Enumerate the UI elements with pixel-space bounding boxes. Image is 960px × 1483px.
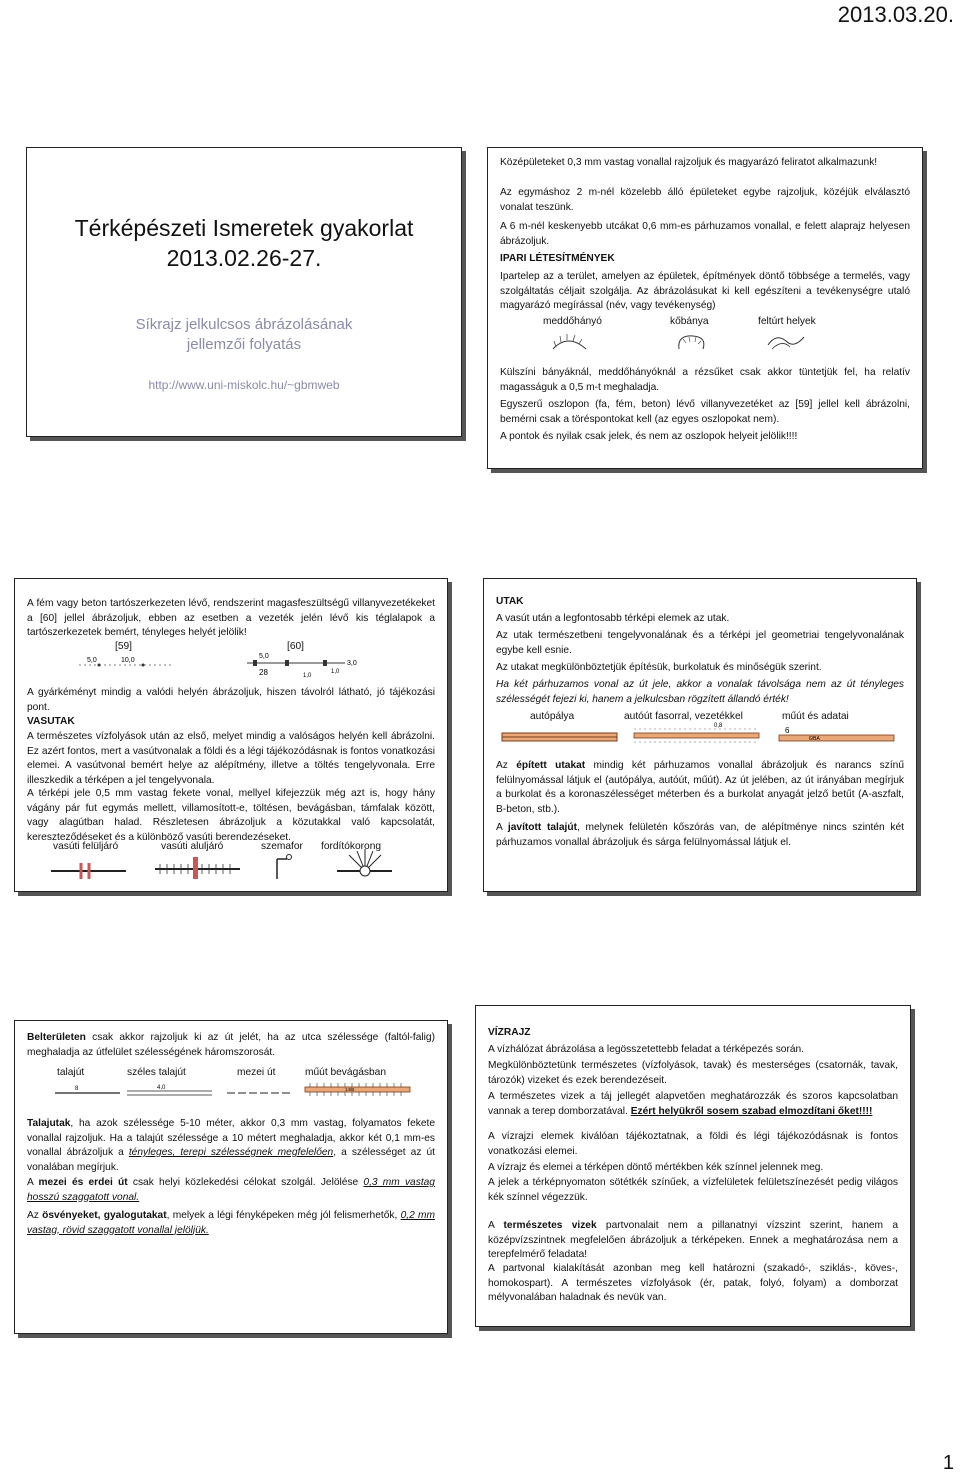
text-fragment: , ha azok szélessége 5-10 méter, akkor 0,3 mm vastag, folyamatos fekete vonallal rajzoljuk. Ha a talajút szélessége a 10 métert meghaladja, akkor két 0,1 mm-es vonallal ábrázoljuk a (27, 1118, 435, 1158)
symbol-label: széles talajút (127, 1067, 186, 1078)
text-fragment: természetes vizek (503, 1220, 597, 1231)
paragraph: Külszíni bányáknál, meddőhányóknál a rézsűket csak akkor tüntetjük fel, ha relatív magasságuk a 0,5 m-t meghaladja. (500, 367, 910, 393)
text-fragment: Talajutak (27, 1118, 71, 1129)
power-line-59-symbol (77, 653, 177, 671)
slide-roads (483, 578, 917, 892)
symbol-value: 1,0 (331, 669, 340, 675)
text-fragment: partvonalait nem a pillanatnyi vízszint szerint, hanem a középvízszintnek megfelelően ábrázoljuk a térképeken. Ennek a meghatározása nem a terepfelmérő feladata! (488, 1220, 898, 1260)
slide-buildings-industrial (487, 147, 923, 469)
text-fragment: A (496, 822, 508, 833)
paragraph: A 6 m-nél keskenyebb utcákat 0,6 mm-es párhuzamos vonallal, e felett alaprajz helyesen ábrázoljuk. (500, 221, 910, 247)
text-fragment: csak akkor rajzoljuk ki az út jelét, ha az utca szélessége (faltól-falig) meghaladja az útfelület szélességének háromszorosát. (27, 1032, 435, 1058)
text-fragment: tényleges, terepi szélességnek megfelelően (128, 1147, 334, 1158)
paragraph: A vízrajzi elemek kiválóan tájékoztatnak, a földi és légi tájékozódásnak is fontos vonatkozási elemei. (488, 1131, 898, 1157)
text-fragment: mezei és erdei út (38, 1177, 128, 1188)
expressway-symbol (634, 721, 764, 747)
paragraph: Megkülönböztetünk természetes (vízfolyások, tavak) és mesterséges (csatornák, tavak, tározók) vizeket és ezek berendezéseit. (488, 1060, 898, 1086)
paragraph: A gyárkéményt mindig a valódi helyén ábrázoljuk, hiszen távolról látható, jó tájékozási pont. (27, 687, 435, 713)
text-fragment: A (27, 1177, 39, 1188)
paragraph: A vasút után a legfontosabb térképi elemek az utak. (496, 613, 730, 624)
symbol-tag: [60] (287, 641, 304, 652)
dug-area-symbol (764, 331, 814, 355)
paragraph (27, 1031, 435, 1060)
power-line-60-symbol (245, 653, 365, 679)
paragraph: Ipartelep az a terület, amelyen az épületek, építmények döntő többsége a termelés, vagy szolgáltatás céljait szolgálja. Az ábrázolásukat ki kell egészíteni a tevékenységre utaló magyarázó megírással (név, vagy tevékenység) (500, 271, 910, 311)
slide-hydrography (475, 1005, 911, 1327)
paragraph: A fém vagy beton tartószerkezeten lévő, rendszerint magasfeszültségű villanyvezetékeket a [60] jellel ábrázoljuk, ebben az esetben a vezeték jelén lévő kis téglalapok a tartószerkezetek bemért, tényleges helyét jelölik! (27, 598, 435, 638)
symbol-label: autópálya (530, 711, 575, 722)
paragraph: Az utakat megkülönböztetjük építésük, burkolatuk és minőségük szerint. (496, 662, 822, 673)
subtitle-line-1: Síkrajz jelkulcsos ábrázolásának (135, 316, 353, 333)
paragraph: Ha két párhuzamos vonal az út jele, akkor a vonalak távolsága nem az út tényleges szélességét fejezi ki, hanem a jelkulcsban rögzített állandó érték! (496, 679, 904, 705)
field-road-symbol (227, 1083, 297, 1099)
symbol-value: 3,0 (347, 660, 357, 667)
paragraph (488, 1219, 898, 1263)
text-fragment: mindig két párhuzamos vonallal ábrázoljuk és narancs színű felülnyomással látjuk el (autópálya, autóút, műút). Az út jelében, az út irányában megírjuk a burkolat és a koronaszélességet méterben és a burkolat anyagát jelző betűt (A-aszfalt, B-beton, stb.). (496, 760, 904, 815)
paragraph (27, 1117, 435, 1175)
subtitle-line-2: jellemzői folyatás (186, 336, 302, 353)
paragraph: A vízrajz és elemei a térképen döntő mértékben kék színnel jelennek meg. (488, 1162, 824, 1173)
page-number: 1 (942, 1452, 954, 1474)
symbol-label: fordítókorong (321, 841, 382, 852)
text-fragment: Belterületen (27, 1032, 86, 1043)
symbol-label: feltúrt helyek (758, 316, 816, 327)
text-fragment: javított talajút (507, 822, 578, 833)
symbol-label: vasúti aluljáró (161, 841, 224, 852)
text-fragment: , melyek a légi fényképeken még jól felismerhetők, (166, 1210, 401, 1221)
paragraph (488, 1090, 898, 1119)
paragraph: A térképi jele 0,5 mm vastag fekete vonal, mellyel kifejezzük még azt is, hogy hány vágány pár fut egymás mellett, villamosított-e, töltésen, bevágásban, támfalak között, vagy alagútban halad. Részletesen ábrázoljuk a közutakkal való kapcsolatát, kereszteződéseket és a különböző vasúti berendezéseket. (27, 788, 435, 843)
title-line-1: Térképészeti Ismeretek gyakorlat (74, 215, 414, 241)
symbol-value: 5,0 (259, 653, 269, 660)
section-heading: VÍZRAJZ (488, 1027, 531, 1038)
paragraph (27, 1209, 435, 1238)
rail-underpass-symbol (155, 855, 245, 881)
section-heading: IPARI LÉTESÍTMÉNYEK (500, 253, 615, 264)
paragraph: A jelek a térképnyomaton sötétkék színűek, a vízfelületek felületszínezését pedig világos kék színnel végezzük. (488, 1177, 898, 1203)
symbol-label: műút bevágásban (305, 1067, 386, 1078)
dirt-road-symbol (55, 1083, 125, 1099)
symbol-value: 4,0 (157, 1085, 166, 1091)
symbol-value: 1,0 (303, 673, 312, 679)
semaphore-symbol (273, 853, 303, 883)
road-in-cut-symbol (305, 1079, 415, 1101)
paragraph (27, 1176, 435, 1205)
slide-url: http://www.uni-miskolc.hu/~gbmweb (148, 378, 340, 392)
rail-overpass-symbol (51, 861, 131, 881)
symbol-label: szemafor (261, 841, 303, 852)
symbol-value: 6 (785, 726, 790, 735)
text-fragment: Az (27, 1210, 43, 1221)
motorway-symbol (502, 729, 622, 747)
text-fragment: épített utakat (516, 760, 586, 771)
symbol-tag: [59] (115, 641, 132, 652)
wide-dirt-road-symbol (127, 1083, 217, 1099)
symbol-label: műút és adatai (782, 711, 849, 722)
symbol-value: 6/BA (809, 736, 820, 742)
text-fragment: A természetes vizek a táj jellegét alapvetően meghatározzák és szoros kapcsolatban vannak a terep domborzatával. (488, 1091, 898, 1117)
section-heading: UTAK (496, 596, 524, 607)
symbol-value: 8 (75, 1086, 79, 1092)
symbol-value: 0,8 (714, 723, 723, 729)
slide-title-heading (27, 213, 461, 273)
paragraph: Középületeket 0,3 mm vastag vonallal rajzoljuk és magyarázó feliratot alkalmazunk! (500, 157, 878, 168)
slide-railways (14, 578, 448, 892)
paragraph (496, 821, 904, 850)
text-fragment: , a szélességet az út vonalában megírjuk. (27, 1147, 436, 1173)
turntable-symbol (337, 849, 397, 885)
symbol-value: 10,0 (121, 657, 135, 664)
paragraph: A vízhálózat ábrázolása a legösszetettebb feladat a térképezés során. (488, 1044, 805, 1055)
text-fragment: , melynek felületén kőszórás van, de alépítménye nincs szintén két párhuzamos vonallal ábrázoljuk és sárga felülnyomással látjuk el. (496, 822, 904, 848)
symbol-label: kőbánya (670, 316, 709, 327)
text-fragment: Az (496, 760, 517, 771)
symbol-label: meddőhányó (543, 316, 602, 327)
text-fragment: Ezért helyükről sosem szabad elmozdítani őket!!!! (630, 1105, 873, 1117)
slide-title (26, 147, 462, 437)
header-date: 2013.03.20. (837, 2, 954, 27)
paragraph: A pontok és nyilak csak jelek, és nem az oszlopok helyeit jelölik!!!! (500, 431, 798, 442)
text-fragment: 0,2 mm vastag, rövid szaggatott vonallal jelöljük. (27, 1210, 435, 1236)
symbol-label: talajút (57, 1067, 85, 1078)
symbol-value: 5,0 (87, 657, 97, 664)
paragraph: Az utak természetbeni tengelyvonalának és a térképi jel geometriai tengelyvonalának egybe kell esnie. (496, 630, 904, 656)
quarry-symbol (673, 331, 723, 355)
paragraph: Az egymáshoz 2 m-nél közelebb álló épületeket egybe rajzoljuk, közéjük elválasztó vonalat teszünk. (500, 187, 910, 213)
text-fragment: ösvényeket, gyalogutakat (42, 1210, 167, 1221)
text-fragment: A (488, 1220, 504, 1231)
slide-subtitle (27, 315, 461, 355)
title-line-2: 2013.02.26-27. (166, 245, 322, 271)
symbol-value: 28 (259, 668, 268, 677)
slide-dirt-roads (14, 1020, 448, 1334)
paragraph: A partvonal kialakítását azonban meg kell határozni (szakadó-, sziklás-, köves-, homokospart). A természetes vízfolyások (ér, patak, folyó, folyam) a domborzat mélyvonalában haladnak és nevük van. (488, 1263, 898, 1303)
paragraph: Egyszerű oszlopon (fa, fém, beton) lévő villanyvezetéket az [59] jellel kell ábrázolni, bemérni csak a töréspontokat kell (az egyes oszlopokat nem). (500, 399, 910, 425)
symbol-label: mezei út (237, 1067, 276, 1078)
text-fragment: csak helyi közlekedési célokat szolgál. Jelölése (127, 1177, 364, 1188)
symbol-label: autóút fasorral, vezetékkel (624, 711, 743, 722)
paragraph: A természetes vízfolyások után az első, melyet mindig a valóságos helyén kell ábrázolni. Ez azért fontos, mert a vasútvonalak a földi és a légi tájékozódásnak is fontos vonatkozási elemei. A vasútvonal bemért helye az alépítmény, illetve a töltés tengelyvonala. Erre illeszkedik a térképen a jel tengelyvonala. (27, 731, 435, 786)
symbol-value: 14/B (345, 1087, 355, 1092)
paved-road-symbol (779, 725, 899, 747)
spoil-heap-symbol (548, 333, 618, 355)
text-fragment: 0,3 mm vastag hosszú szaggatott vonal. (27, 1177, 435, 1203)
symbol-label: vasúti felüljáró (53, 841, 119, 852)
section-heading: VASUTAK (27, 716, 75, 727)
paragraph (496, 759, 904, 817)
